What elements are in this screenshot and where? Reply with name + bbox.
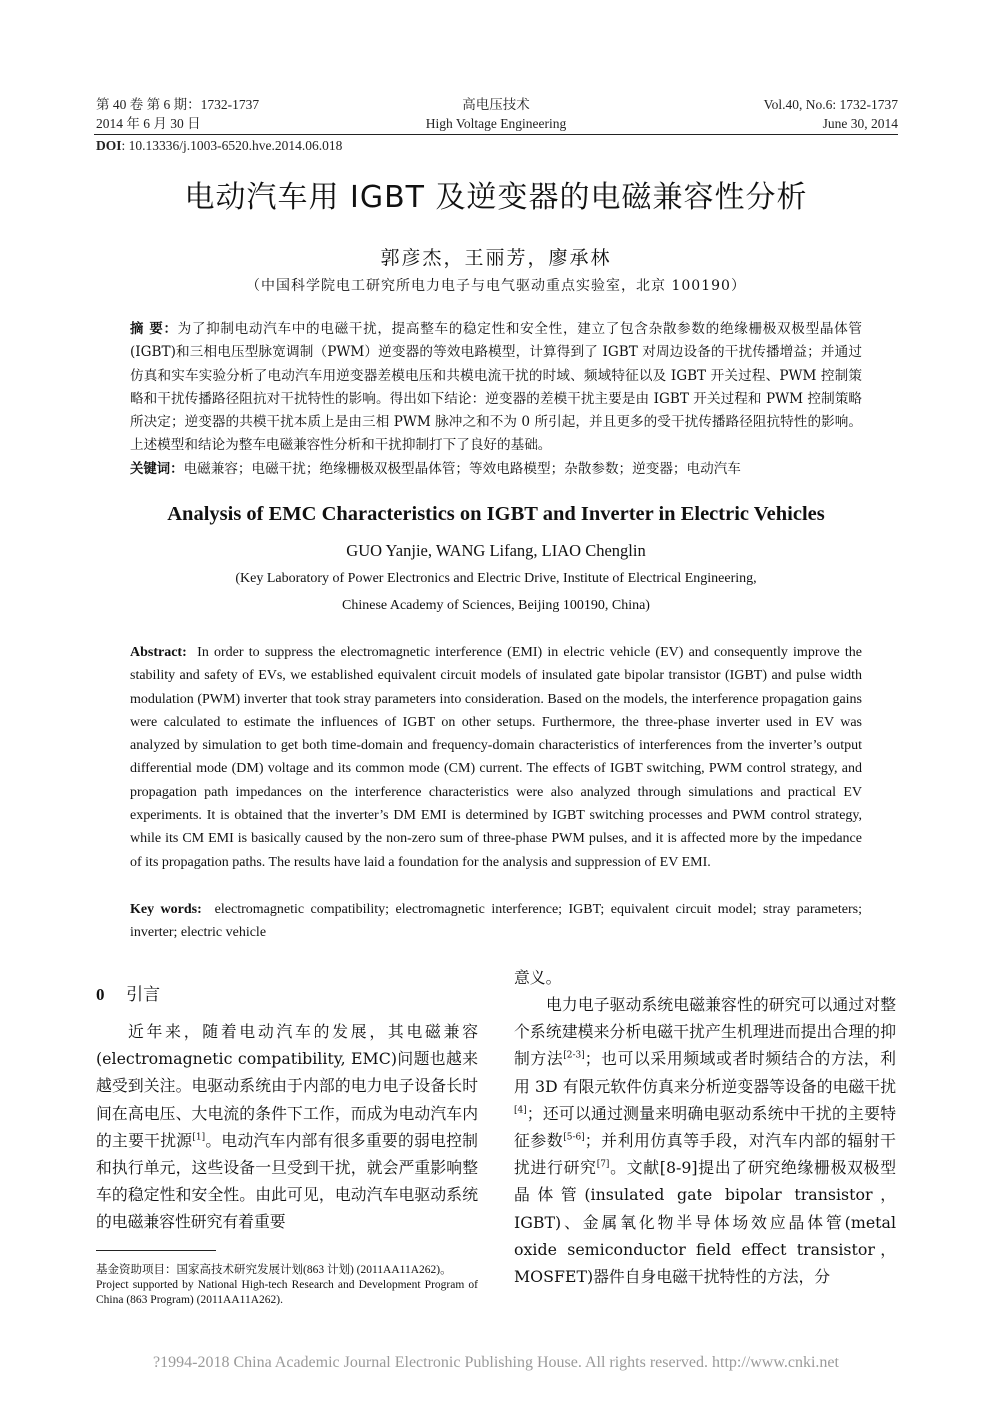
keywords-cn-text: 电磁兼容；电磁干扰；绝缘栅极双极型晶体管；等效电路模型；杂散参数；逆变器；电动汽车 — [183, 461, 741, 477]
right-para-text-b: ；也可以采用频域或者时频结合的方法，利用 3D 有限元软件仿真来分析逆变器等设备的电磁干扰 — [514, 1049, 896, 1096]
citation-1[interactable]: [1] — [192, 1132, 206, 1143]
affiliation-en-line1: (Key Laboratory of Power Electronics and Electric Drive, Institute of Electrical Engineering, — [235, 571, 757, 586]
footnote-rule — [96, 1250, 216, 1251]
authors-en: GUO Yanjie, WANG Lifang, LIAO Chenglin — [346, 541, 646, 560]
header-rule — [94, 134, 898, 135]
footnote-en: Project supported by National High-tech Research and Development Program of China (863 Program) (2011AA11A262). — [96, 1279, 478, 1306]
doi-label: DOI — [96, 138, 122, 153]
section-title: 引言 — [126, 985, 161, 1005]
left-column-paragraph — [96, 1018, 478, 1236]
abstract-en-sep: : — [182, 645, 187, 660]
footnote — [96, 1263, 478, 1308]
paper-title-en: Analysis of EMC Characteristics on IGBT and Inverter in Electric Vehicles — [167, 503, 825, 525]
keywords-en-sep: : — [197, 902, 202, 917]
right-para-text-d: ；并利用仿真等手段，对汽车内部的辐射干扰进行研究 — [514, 1131, 896, 1178]
keywords-en — [130, 898, 862, 945]
copyright-footer: ?1994-2018 China Academic Journal Electronic Publishing House. All rights reserved. http://www.cnki.net — [153, 1354, 839, 1371]
citation-2-3[interactable]: [2-3] — [563, 1051, 585, 1062]
authors-cn: 郭彦杰，王丽芳，廖承林 — [380, 247, 612, 269]
abstract-cn — [130, 318, 862, 458]
keywords-cn-label: 关键词： — [130, 462, 184, 477]
abstract-en — [130, 641, 862, 874]
header-date: 2014 年 6 月 30 日 — [96, 116, 201, 131]
header-volume-issue: 第 40 卷 第 6 期：1732-1737 — [96, 97, 260, 112]
right-column-paragraph — [514, 991, 896, 1290]
left-para-text-a: 近年来，随着电动汽车的发展，其电磁兼容(electromagnetic compatibility, EMC)问题也越来越受到关注。电驱动系统由于内部的电力电子设备长时间在高电压、大电流的条件下工作，而成为电动汽车内的主要干扰源 — [96, 1022, 478, 1150]
right-para-text-e: 。文献[8-9]提出了研究绝缘栅极双极型晶体管(insulated gate bipolar transistor，IGBT)、金属氧化物半导体场效应晶体管(metal oxide semiconductor field effect transistor，MOSFET)器件自身电磁干扰特性的方法，分 — [514, 1158, 896, 1287]
header-journal-en: High Voltage Engineering — [425, 116, 567, 131]
header-journal-cn: 高电压技术 — [462, 97, 530, 112]
doi[interactable] — [96, 137, 342, 155]
doi-value: : 10.13336/j.1003-6520.hve.2014.06.018 — [121, 138, 343, 153]
right-para-text-a: 电力电子驱动系统电磁兼容性的研究可以通过对整个系统建模来分析电磁干扰产生机理进而提出合理的抑制方法 — [514, 995, 896, 1069]
keywords-cn — [130, 458, 862, 481]
header-date-en: June 30, 2014 — [822, 116, 898, 131]
section-heading-0 — [96, 980, 160, 1005]
abstract-cn-label: 摘 要： — [130, 322, 178, 337]
affiliation-en-line2: Chinese Academy of Sciences, Beijing 100190, China) — [342, 598, 650, 613]
citation-5-6[interactable]: [5-6] — [563, 1132, 585, 1143]
keywords-en-text: electromagnetic compatibility; electromagnetic interference; IGBT; equivalent circuit model; stray parameters; inverter; electric vehicle — [130, 902, 862, 941]
right-column-continuation: 意义。 — [514, 968, 562, 987]
abstract-en-text: In order to suppress the electromagnetic interference (EMI) in electric vehicle (EV) and consequently improve the stability and safety of EVs, we established equivalent circuit models of insulated gate bipolar transistor (IGBT) and pulse width modulation (PWM) inverter that took stray parameters into consideration. Based on the models, the interference propagation gains were calculated to estimate the influences of IGBT on other setups. Furthermore, the three-phase inverter used in EV was analyzed by simulation to get both time-domain and frequency-domain characteristics of interferences from the inverter’s output differential mode (DM) voltage and its common mode (CM) current. The effects of IGBT switching, PWM control strategy, and propagation path impedances on the interference characteristics were also analyzed through simulations and practical EV experiments. It is obtained that the inverter’s DM EMI is determined by IGBT switching processes and PWM control strategy, while its CM EMI is basically caused by the non-zero sum of three-phase PWM pulses, and it is affected more by the impedance of its propagation paths. The results have laid a foundation for the analysis and suppression of EV EMI. — [130, 645, 862, 870]
right-para-text-c: ；还可以通过测量来明确电驱动系统中干扰的主要特征参数 — [514, 1103, 896, 1151]
left-para-text-b: 。电动汽车内部有很多重要的弱电控制和执行单元，这些设备一旦受到干扰，就会严重影响整车的稳定性和安全性。由此可见，电动汽车电驱动系统的电磁兼容性研究有着重要 — [96, 1130, 478, 1232]
paper-title-cn: 电动汽车用 IGBT 及逆变器的电磁兼容性分析 — [184, 180, 808, 215]
citation-4[interactable]: [4] — [514, 1105, 527, 1116]
footnote-cn: 基金资助项目：国家高技术研究发展计划(863 计划) (2011AA11A262)。 — [96, 1264, 452, 1276]
affiliation-cn: （中国科学院电工研究所电力电子与电气驱动重点实验室，北京 100190） — [246, 278, 746, 294]
header-volume-en: Vol.40, No.6: 1732-1737 — [763, 97, 898, 112]
abstract-en-label: Abstract — [130, 645, 183, 660]
section-number: 0 — [96, 985, 105, 1004]
keywords-en-label: Key words — [130, 902, 198, 917]
citation-7[interactable]: [7] — [596, 1159, 610, 1170]
abstract-cn-text: 为了抑制电动汽车中的电磁干扰，提高整车的稳定性和安全性，建立了包含杂散参数的绝缘栅极双极型晶体管(IGBT)和三相电压型脉宽调制（PWM）逆变器的等效电路模型，计算得到了 IGBT 对周边设备的干扰传播增益；并通过仿真和实车实验分析了电动汽车用逆变器差模电压和共模电流干扰的时域、频域特征以及 IGBT 开关过程、PWM 控制策略和干扰传播路径阻抗对干扰特性的影响。得出如下结论：逆变器的差模干扰主要是由 IGBT 开关过程和 PWM 控制策略所决定；逆变器的共模干扰本质上是由三相 PWM 脉冲之和不为 0 所引起，并且更多的受干扰传播路径阻抗特性的影响。上述模型和结论为整车电磁兼容性分析和干扰抑制打下了良好的基础。 — [130, 321, 862, 454]
